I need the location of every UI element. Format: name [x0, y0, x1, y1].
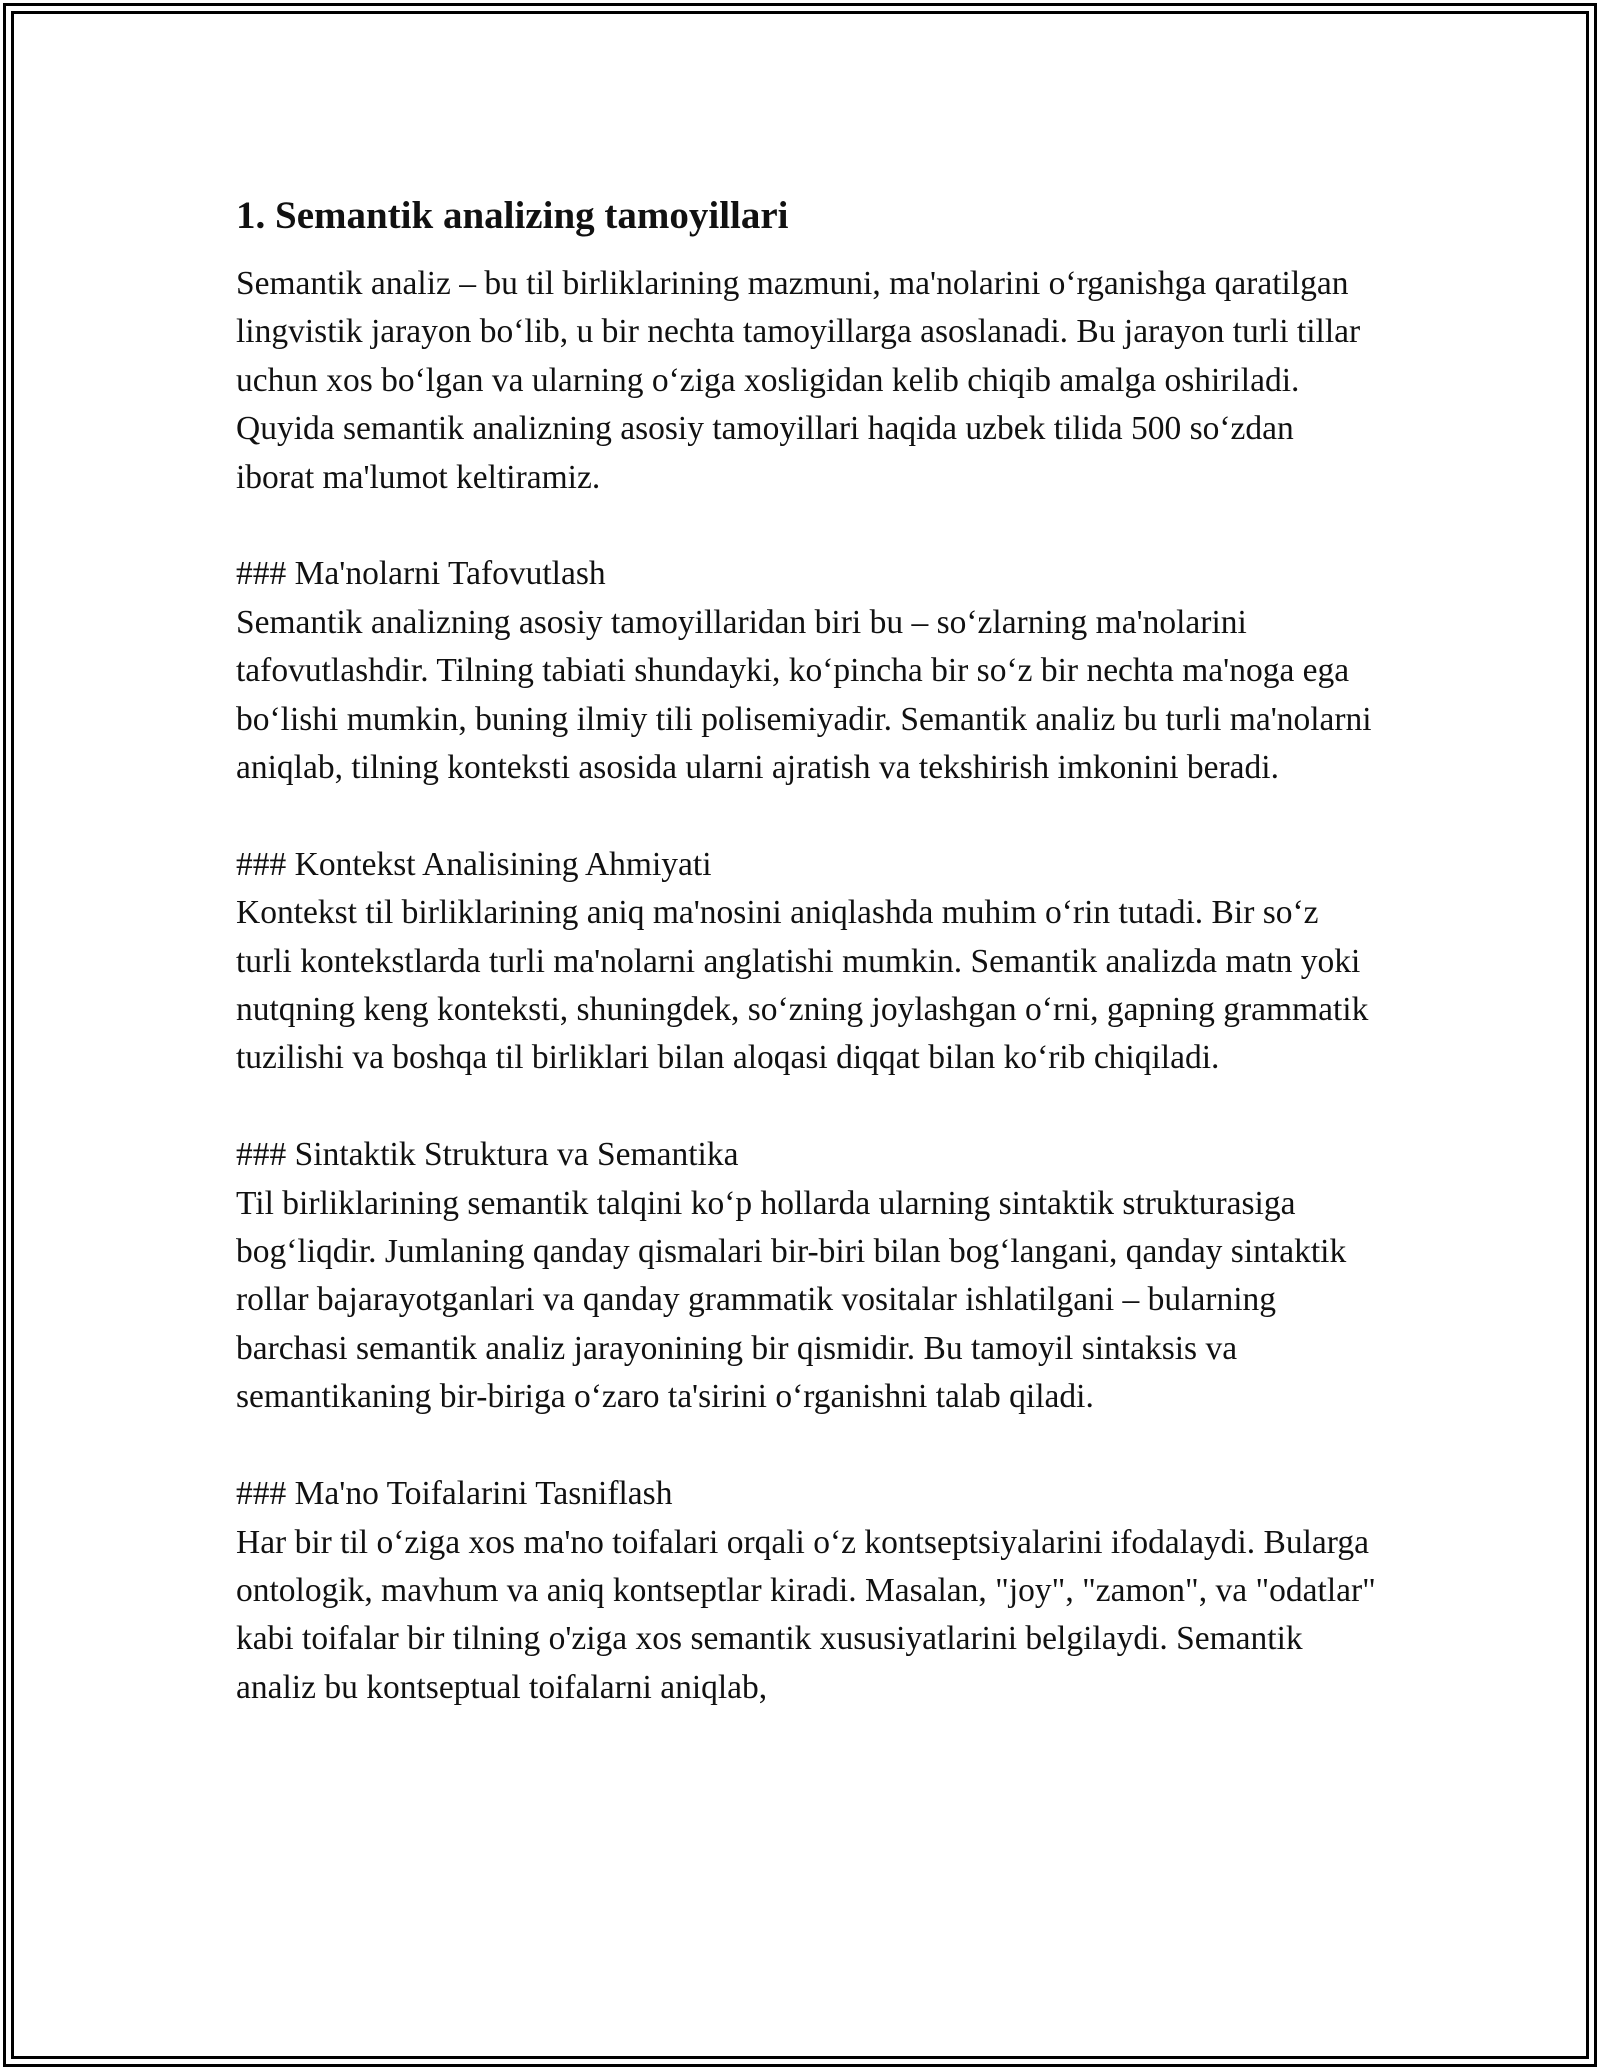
section-body: Kontekst til birliklarining aniq ma'nosini aniqlashda muhim o‘rin tutadi. Bir so‘z turli kontekstlarda turli ma'nolarni anglatishi mumkin. Semantik analizda matn yoki nutqning keng konteksti, shuningdek, so‘zning joylashgan o‘rni, gapning grammatik tuzilishi va boshqa til birliklari bilan aloqasi diqqat bilan ko‘rib chiqiladi.: [236, 894, 1369, 1077]
document-page: [236, 186, 1376, 1712]
section-body: Til birliklarining semantik talqini ko‘p hollarda ularning sintaktik strukturasiga bog‘liqdir. Jumlaning qanday qismalari bir-biri bilan bog‘langani, qanday sintaktik rollar bajarayotganlari va qanday grammatik vositalar ishlatilgani – bularning barchasi semantik analiz jarayonining bir qismidir. Bu tamoyil sintaksis va semantikaning bir-biriga o‘zaro ta'sirini o‘rganishni talab qiladi.: [236, 1184, 1347, 1416]
section-heading: ### Ma'nolarni Tafovutlash: [236, 555, 606, 593]
section-body: Semantik analizning asosiy tamoyillaridan biri bu – so‘zlarning ma'nolarini tafovutlashdir. Tilning tabiati shundayki, ko‘pincha bir so‘z bir nechta ma'noga ega bo‘lishi mumkin, buning ilmiy tili polisemiyadir. Semantik analiz bu turli ma'nolarni aniqlab, tilning konteksti asosida ularni ajratish va tekshirish imkonini beradi.: [236, 603, 1372, 787]
section-heading: ### Kontekst Analisining Ahmiyati: [236, 845, 712, 883]
section-kontekst: [236, 841, 1376, 1083]
section-heading: ### Sintaktik Struktura va Semantika: [236, 1136, 739, 1174]
section-sintaktik: [236, 1131, 1376, 1421]
section-body: Har bir til o‘ziga xos ma'no toifalari orqali o‘z kontseptsiyalarini ifodalaydi. Bularga ontologik, mavhum va aniq kontseptlar kiradi. Masalan, "joy", "zamon", va "odatlar" kabi toifalar bir tilning o'ziga xos semantik xususiyatlarini belgilaydi. Semantik analiz bu kontseptual toifalarni aniqlab,: [236, 1523, 1376, 1706]
intro-paragraph: Semantik analiz – bu til birliklarining mazmuni, ma'nolarini o‘rganishga qaratilgan lingvistik jarayon bo‘lib, u bir nechta tamoyillarga asoslanadi. Bu jarayon turli tillar uchun xos bo‘lgan va ularning o‘ziga xosligidan kelib chiqib amalga oshiriladi. Quyida semantik analizning asosiy tamoyillari haqida uzbek tilida 500 so‘zdan iborat ma'lumot keltiramiz.: [236, 265, 1361, 496]
section-tafovutlash: [236, 550, 1376, 792]
section-toifalar: [236, 1470, 1376, 1712]
section-heading: ### Ma'no Toifalarini Tasniflash: [236, 1475, 673, 1513]
document-title: 1. Semantik analizing tamoyillari: [236, 194, 789, 237]
